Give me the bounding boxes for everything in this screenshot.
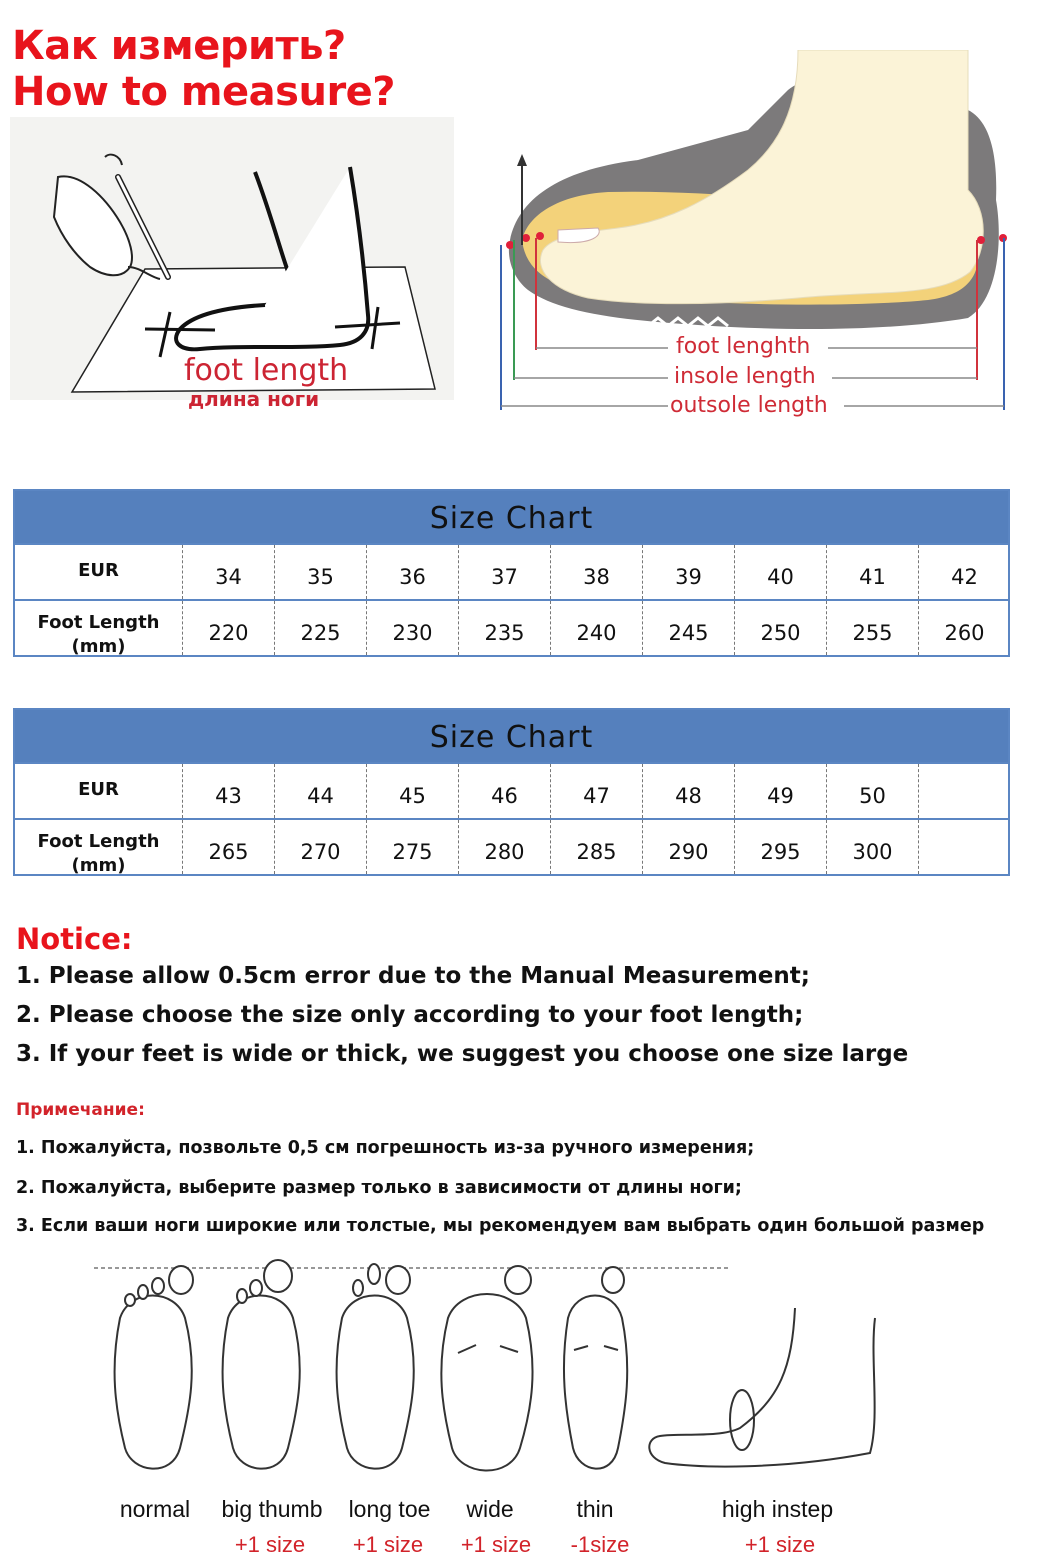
notice-item: 3. If your feet is wide or thick, we suggest you choose one size large [16,1041,909,1067]
eur-cell: 49 [734,764,826,818]
foot-shapes-icon [80,1258,980,1488]
eur-cell: 46 [458,764,550,818]
insole-length-label: insole length [674,364,816,389]
size-chart-title: Size Chart [15,710,1008,762]
foot-size-adjust: +1 size [460,1532,532,1557]
eur-cell [918,764,1010,818]
notice-heading: Notice: [16,922,133,956]
eur-row [15,762,1008,818]
eur-cell: 37 [458,545,550,599]
measure-foot-illustration [10,117,454,411]
size-chart-2 [13,708,1010,876]
eur-cell: 44 [274,764,366,818]
foot-length-mm-label: Foot Length (mm) [37,612,160,655]
mm-cell: 285 [550,820,642,874]
eur-cell: 35 [274,545,366,599]
eur-cell: 41 [826,545,918,599]
mm-cell: 220 [182,601,274,655]
mm-cell: 280 [458,820,550,874]
eur-cell: 48 [642,764,734,818]
foot-types-section [80,1258,980,1558]
title-ru: Как измерить? [12,23,346,69]
mm-cell: 230 [366,601,458,655]
notice-ru-item: 3. Если ваши ноги широкие или толстые, мы рекомендуем вам выбрать один большой размер [16,1216,985,1236]
notice-ru-item: 1. Пожалуйста, позвольте 0,5 см погрешность из-за ручного измерения; [16,1138,755,1158]
foot-size-adjust: -1size [570,1532,630,1557]
mm-cell: 255 [826,601,918,655]
eur-row [15,543,1008,599]
foot-type-label: high instep [721,1496,834,1522]
notice-item: 1. Please allow 0.5cm error due to the Manual Measurement; [16,963,810,989]
foot-lenghth-label: foot lenghth [676,334,811,359]
eur-label: EUR [78,779,119,800]
foot-type-label: wide [466,1496,514,1522]
eur-label: EUR [78,560,119,581]
eur-cell: 50 [826,764,918,818]
foot-length-row [15,599,1008,655]
foot-type-label: long toe [348,1496,431,1522]
shoe-section-illustration [498,50,1013,430]
mm-cell: 225 [274,601,366,655]
mm-cell: 290 [642,820,734,874]
mm-cell: 265 [182,820,274,874]
foot-length-label-ru: длина ноги [188,387,320,411]
mm-cell: 295 [734,820,826,874]
notice-ru-heading: Примечание: [16,1100,145,1120]
eur-cell: 38 [550,545,642,599]
size-chart-1 [13,489,1010,657]
mm-cell: 235 [458,601,550,655]
size-chart-title: Size Chart [15,491,1008,543]
foot-length-row [15,818,1008,874]
notice-ru-item: 2. Пожалуйста, выберите размер только в зависимости от длины ноги; [16,1178,742,1198]
foot-type-label: normal [119,1496,191,1522]
eur-cell: 34 [182,545,274,599]
mm-cell: 260 [918,601,1010,655]
eur-cell: 42 [918,545,1010,599]
notice-item: 2. Please choose the size only according to your foot length; [16,1002,804,1028]
foot-size-adjust: +1 size [352,1532,424,1557]
outsole-length-label: outsole length [670,393,828,418]
eur-cell: 39 [642,545,734,599]
foot-size-adjust: +1 size [744,1532,816,1557]
foot-length-mm-label: Foot Length (mm) [37,831,160,874]
eur-cell: 47 [550,764,642,818]
mm-cell: 240 [550,601,642,655]
foot-type-label: big thumb [221,1496,323,1522]
mm-cell [918,820,1010,874]
eur-cell: 45 [366,764,458,818]
eur-cell: 36 [366,545,458,599]
mm-cell: 270 [274,820,366,874]
mm-cell: 250 [734,601,826,655]
eur-cell: 40 [734,545,826,599]
foot-length-label: foot length [184,353,349,388]
mm-cell: 245 [642,601,734,655]
eur-cell: 43 [182,764,274,818]
foot-type-label: thin [576,1496,614,1522]
foot-size-adjust: +1 size [234,1532,306,1557]
title-en: How to measure? [12,69,396,115]
mm-cell: 300 [826,820,918,874]
mm-cell: 275 [366,820,458,874]
